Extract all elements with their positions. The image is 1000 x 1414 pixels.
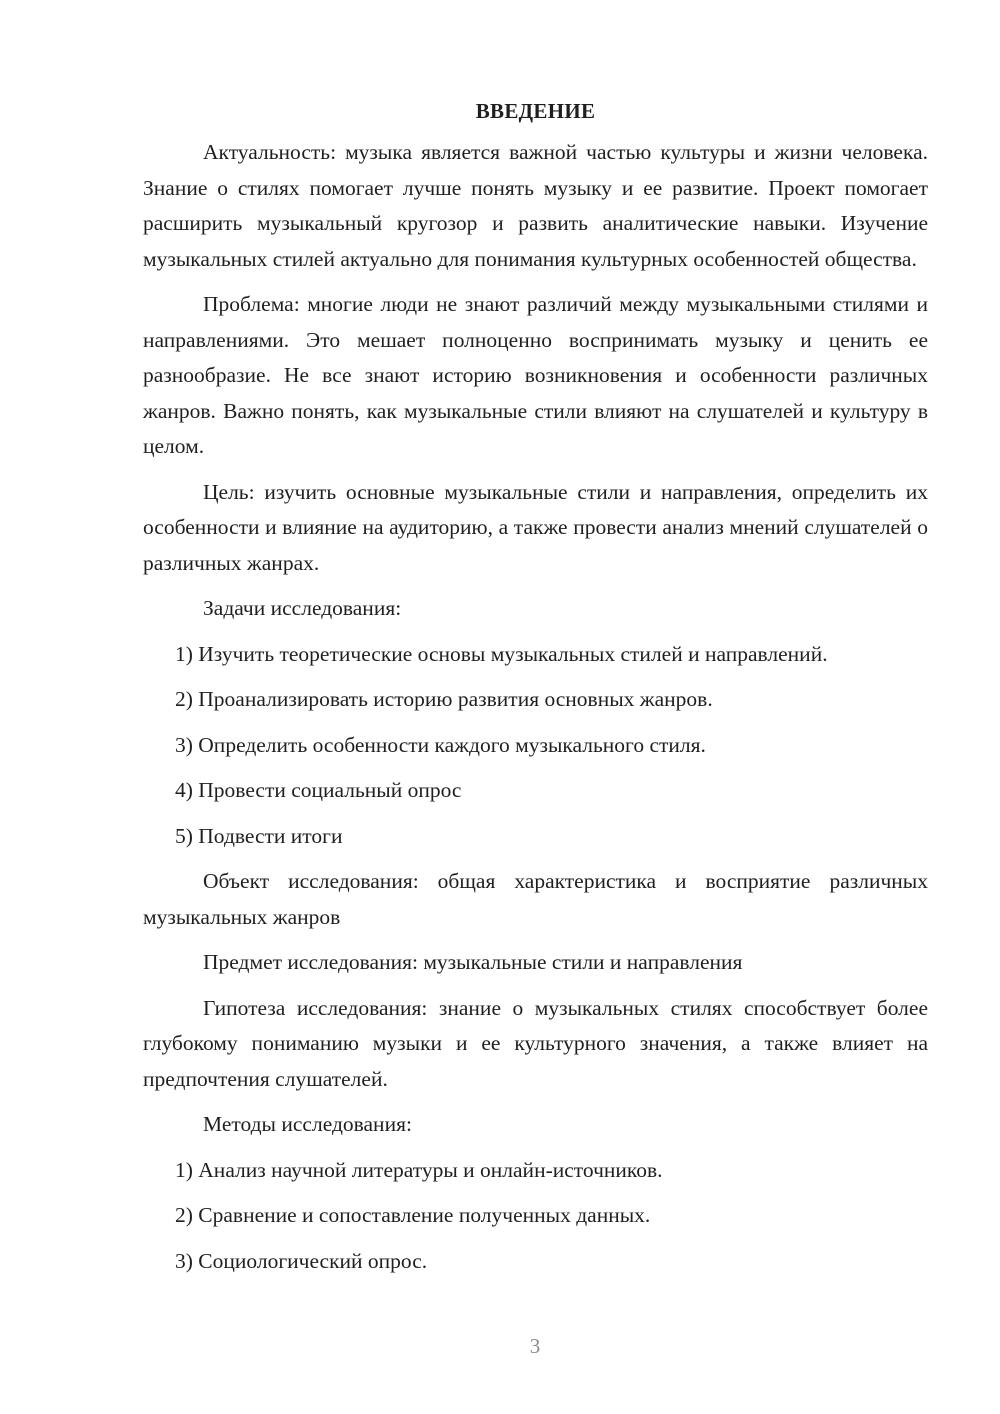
methods-heading: Методы исследования: — [203, 1112, 412, 1136]
goal-paragraph: Цель: изучить основные музыкальные стили и направления, определить их особенности и влияние на аудиторию, а также провести анализ мнений слушателей о различных жанрах. — [143, 479, 928, 575]
problem-paragraph: Проблема: многие люди не знают различий между музыкальными стилями и направлениями. Это мешает полноценно воспринимать музыку и ценить ее разнообразие. Не все знают историю возникновения и особенности различных жанров. Важно понять, как музыкальные стили влияют на слушателей и культуру в целом. — [143, 292, 928, 458]
list-item: 3) Социологический опрос. — [175, 1248, 428, 1273]
tasks-list — [143, 637, 928, 855]
list-item: 4) Провести социальный опрос — [175, 778, 462, 802]
page-number: 3 — [529, 1334, 541, 1358]
list-item: 3) Определить особенности каждого музыкального стиля. — [175, 732, 706, 757]
document-page — [143, 96, 928, 1289]
list-item: 5) Подвести итоги — [175, 823, 343, 848]
tasks-heading: Задачи исследования: — [203, 596, 402, 620]
list-item: 1) Изучить теоретические основы музыкальных стилей и направлений. — [175, 641, 828, 666]
list-item: 1) Анализ научной литературы и онлайн-источников. — [175, 1157, 663, 1182]
subject-paragraph: Предмет исследования: музыкальные стили и направления — [203, 950, 743, 974]
page-title: ВВЕДЕНИЕ — [475, 99, 596, 123]
methods-list — [143, 1153, 928, 1280]
list-item: 2) Сравнение и сопоставление полученных данных. — [175, 1203, 651, 1227]
relevance-paragraph: Актуальность: музыка является важной частью культуры и жизни человека. Знание о стилях помогает лучше понять музыку и ее развитие. Проект помогает расширить музыкальный кругозор и развить аналитические навыки. Изучение музыкальных стилей актуально для понимания культурных особенностей общества. — [143, 140, 928, 271]
object-paragraph: Объект исследования: общая характеристика и восприятие различных музыкальных жанров — [143, 869, 928, 929]
list-item: 2) Проанализировать историю развития основных жанров. — [175, 687, 713, 711]
hypothesis-paragraph: Гипотеза исследования: знание о музыкальных стилях способствует более глубокому пониманию музыки и ее культурного значения, а также влияет на предпочтения слушателей. — [143, 995, 928, 1091]
